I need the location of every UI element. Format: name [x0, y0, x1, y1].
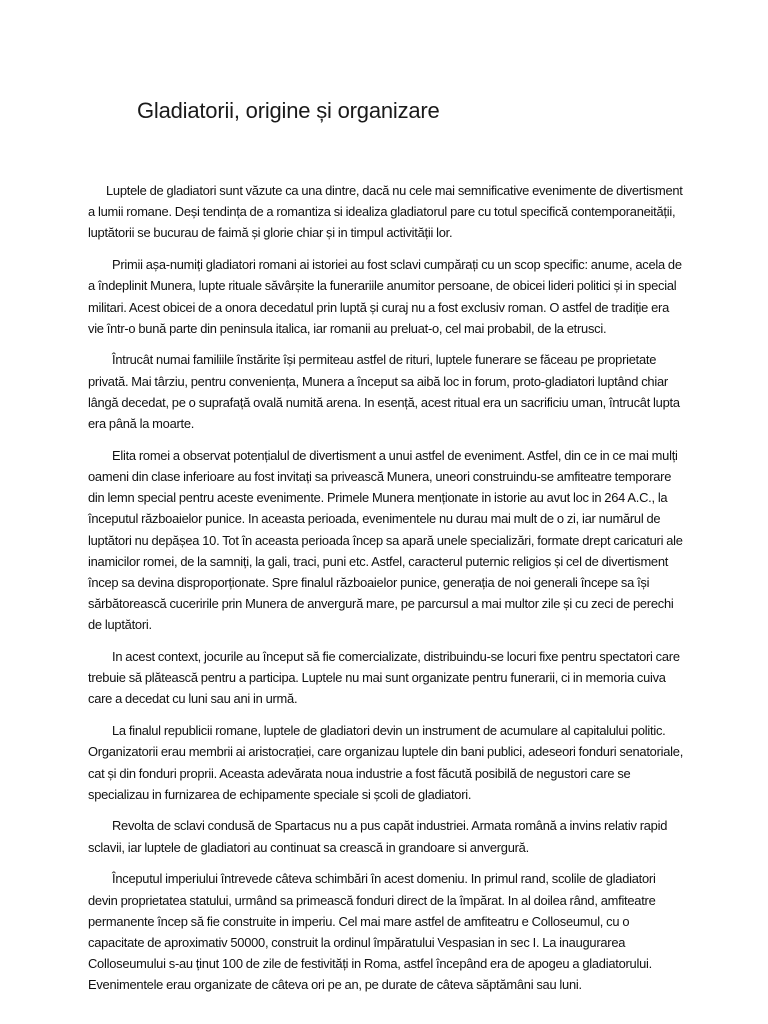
document-body [88, 180, 686, 1006]
paragraph-1: Luptele de gladiatori sunt văzute ca una dintre, dacă nu cele mai semnificative evenimente de divertisment a lumii romane. Deși tendința de a romantiza si idealiza gladiatorul pare cu totul specifică contemporaneității, luptătorii se bucurau de faimă și glorie chiar și in timpul activității lor. [88, 183, 683, 241]
paragraph-7: Revolta de sclavi condusă de Spartacus nu a pus capăt industriei. Armata română a invins relativ rapid sclavii, iar luptele de gladiatori au continuat sa crească in grandoare si anvergură. [88, 818, 668, 855]
paragraph-5: In acest context, jocurile au început să fie comercializate, distribuindu-se locuri fixe pentru spectatori care trebuie să plătească pentru a participa. Luptele nu mai sunt organizate pentru funerarii, ci in memoria cuiva care a decedat cu luni sau ani in urmă. [88, 649, 680, 707]
paragraph-4: Elita romei a observat potențialul de divertisment a unui astfel de eveniment. Astfel, din ce in ce mai mulți oameni din clase inferioare au fost invitați sa privească Munera, uneori construindu-se amfiteatre temporare din lemn special pentru aceste evenimente. Primele Munera menționate in istorie au avut loc in 264 A.C., la începutul războaielor punice. In aceasta perioada, evenimentele nu durau mai mult de o zi, iar numărul de luptători nu depășea 10. Tot în aceasta perioada încep sa apară unele specializări, formate drept caricaturi ale inamicilor romei, de la samniți, la gali, traci, puni etc. Astfel, caracterul puternic religios și cel de divertisment încep sa devina disproporționate. Spre finalul războaielor punice, generația de noi generali începe sa își sărbătorească cuceririle prin Munera de anvergură mare, pe parcursul a mai multor zile și cu zeci de perechi de luptători. [88, 447, 683, 633]
document-title: Gladiatorii, origine și organizare [137, 98, 440, 123]
paragraph-8: Începutul imperiului întrevede câteva schimbări în acest domeniu. In primul rand, scolile de gladiatori devin proprietatea statului, urmând sa primească fonduri direct de la împărat. In al doilea rând, amfiteatre permanente încep să fie construite in imperiu. Cel mai mare astfel de amfiteatru e Colloseumul, cu o capacitate de aproximativ 50000, construit la ordinul împăratului Vespasian in sec I. La inaugurarea Colloseumului s-au ținut 100 de zile de festivități in Roma, astfel începând era de apogeu a gladiatorului. Evenimentele erau organizate de câteva ori pe an, pe durate de câteva săptămâni sau luni. [88, 871, 656, 993]
paragraph-3: Întrucât numai familiile înstărite își permiteau astfel de rituri, luptele funerare se făceau pe proprietate privată. Mai târziu, pentru conveniența, Munera a început sa aibă loc in forum, proto-gladiatori luptând chiar lângă decedat, pe o suprafață ovală numită arena. In esență, acest ritual era un sacrificiu uman, întrucât lupta era până la moarte. [88, 352, 680, 432]
paragraph-2: Primii așa-numiți gladiatori romani ai istoriei au fost sclavi cumpărați cu un scop specific: anume, acela de a îndeplinit Munera, lupte rituale săvârșite la funerariile anumitor persoane, de obicei lideri politici și in special militari. Acest obicei de a onora decedatul prin luptă și curaj nu a fost exclusiv roman. O astfel de tradiție era vie într-o bună parte din peninsula italica, iar romanii au preluat-o, cel mai probabil, de la etrusci. [88, 257, 682, 336]
paragraph-6: La finalul republicii romane, luptele de gladiatori devin un instrument de acumulare al capitalului politic. Organizatorii erau membrii ai aristocrației, care organizau luptele din bani publici, adeseori fonduri senatoriale, cat și din fonduri proprii. Aceasta adevărata noua industrie a fost făcută posibilă de negustori care se specializau in furnizarea de echipamente speciale si școli de gladiatori. [88, 723, 684, 802]
